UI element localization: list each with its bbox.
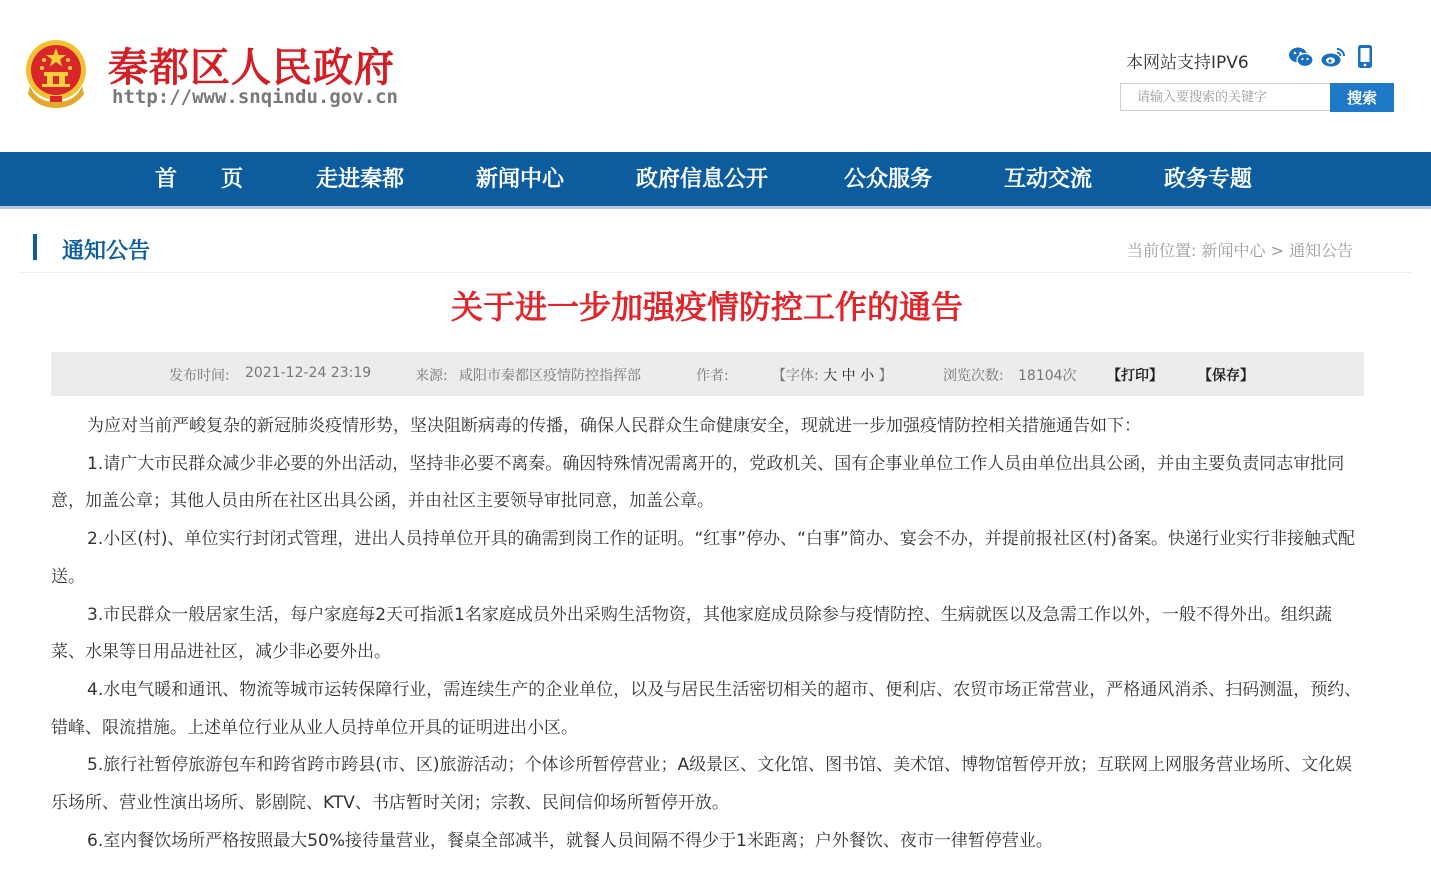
site-url: http://www.snqindu.gov.cn <box>112 86 398 108</box>
national-emblem-icon <box>22 36 90 108</box>
article-paragraph: 5.旅行社暂停旅游包车和跨省跨市跨县(市、区)旅游活动；个体诊所暂停营业；A级景区、文化馆、图书馆、美术馆、博物馆暂停开放；互联网上网服务营业场所、文化娱乐场所、营业性演出场所、影剧院、KTV、书店暂时关闭；宗教、民间信仰场所暂停开放。 <box>51 755 1353 814</box>
breadcrumb-separator: > <box>1270 241 1285 260</box>
nav-item-gov-info[interactable]: 政府信息公开 <box>636 167 769 192</box>
views-count: 18104次 <box>1018 368 1077 384</box>
section-title: 通知公告 <box>62 239 151 264</box>
source: 咸阳市秦都区疫情防控指挥部 <box>459 368 641 384</box>
search-input[interactable] <box>1120 83 1330 111</box>
font-size-label-close: 】 <box>878 368 893 384</box>
font-size-large[interactable]: 大 <box>823 368 838 384</box>
article-paragraph: 为应对当前严峻复杂的新冠肺炎疫情形势，坚决阻断病毒的传播，确保人民群众生命健康安全，现就进一步加强疫情防控相关措施通告如下： <box>87 416 1141 436</box>
wechat-icon[interactable] <box>1288 44 1314 70</box>
section-marker <box>33 234 37 260</box>
article-paragraph: 6.室内餐饮场所严格按照最大50%接待量营业，餐桌全部减半，就餐人员间隔不得少于1米距离；户外餐饮、夜市一律暂停营业。 <box>87 830 1053 851</box>
nav-item-public-service[interactable]: 公众服务 <box>844 167 933 192</box>
print-button[interactable]: 【打印】 <box>1107 368 1163 384</box>
nav-item-interaction[interactable]: 互动交流 <box>1004 167 1093 192</box>
article-body <box>51 408 1364 860</box>
main-nav <box>0 152 1431 209</box>
publish-time-label: 发布时间: <box>169 368 230 384</box>
breadcrumb-notices[interactable]: 通知公告 <box>1289 241 1354 260</box>
font-size-medium[interactable]: 中 <box>841 368 856 384</box>
breadcrumb-news-center[interactable]: 新闻中心 <box>1201 241 1266 260</box>
publish-time: 2021-12-24 23:19 <box>245 365 372 381</box>
site-header <box>0 0 1431 152</box>
nav-item-topics[interactable]: 政务专题 <box>1164 167 1253 192</box>
nav-item-home[interactable]: 首 页 <box>155 167 244 192</box>
article-paragraph: 1.请广大市民群众减少非必要的外出活动，坚持非必要不离秦。确因特殊情况需离开的，党政机关、国有企事业单位工作人员由单位出具公函，并由主要负责同志审批同意，加盖公章；其他人员由所在社区出具公函，并由社区主要领导审批同意，加盖公章。 <box>51 453 1345 512</box>
search-button[interactable]: 搜索 <box>1330 83 1394 112</box>
article-paragraph: 2.小区(村)、单位实行封闭式管理，进出人员持单位开具的确需到岗工作的证明。“红事”停办、“白事”简办、宴会不办，并提前报社区(村)备案。快递行业实行非接触式配送。 <box>51 529 1355 587</box>
save-button[interactable]: 【保存】 <box>1198 368 1254 384</box>
author-label: 作者: <box>696 368 729 384</box>
article-title: 关于进一步加强疫情防控工作的通告 <box>450 288 963 326</box>
font-size-label: 【字体: <box>772 368 819 384</box>
breadcrumb <box>1127 238 1353 261</box>
site-name: 秦都区人民政府 <box>108 45 395 91</box>
source-label: 来源: <box>415 368 448 384</box>
weibo-icon[interactable] <box>1320 44 1346 70</box>
font-size-small[interactable]: 小 <box>860 368 875 384</box>
article-meta-bar <box>51 352 1364 396</box>
views-label: 浏览次数: <box>943 368 1004 384</box>
nav-item-news-center[interactable]: 新闻中心 <box>476 167 565 192</box>
breadcrumb-prefix: 当前位置: <box>1127 241 1197 260</box>
mobile-icon[interactable] <box>1352 44 1378 70</box>
article-paragraph: 4.水电气暖和通讯、物流等城市运转保障行业，需连续生产的企业单位，以及与居民生活密切相关的超市、便利店、农贸市场正常营业，严格通风消杀、扫码测温，预约、错峰、限流措施。上述单位行业从业人员持单位开具的证明进出小区。 <box>51 679 1362 738</box>
article-paragraph: 3.市民群众一般居家生活，每户家庭每2天可指派1名家庭成员外出采购生活物资，其他家庭成员除参与疫情防控、生病就医以及急需工作以外，一般不得外出。组织蔬菜、水果等日用品进社区，减少非必要外出。 <box>51 604 1332 663</box>
ipv6-support-text: 本网站支持IPV6 <box>1126 53 1249 73</box>
nav-item-about-qindu[interactable]: 走进秦都 <box>316 167 405 192</box>
font-size-control <box>772 365 893 385</box>
